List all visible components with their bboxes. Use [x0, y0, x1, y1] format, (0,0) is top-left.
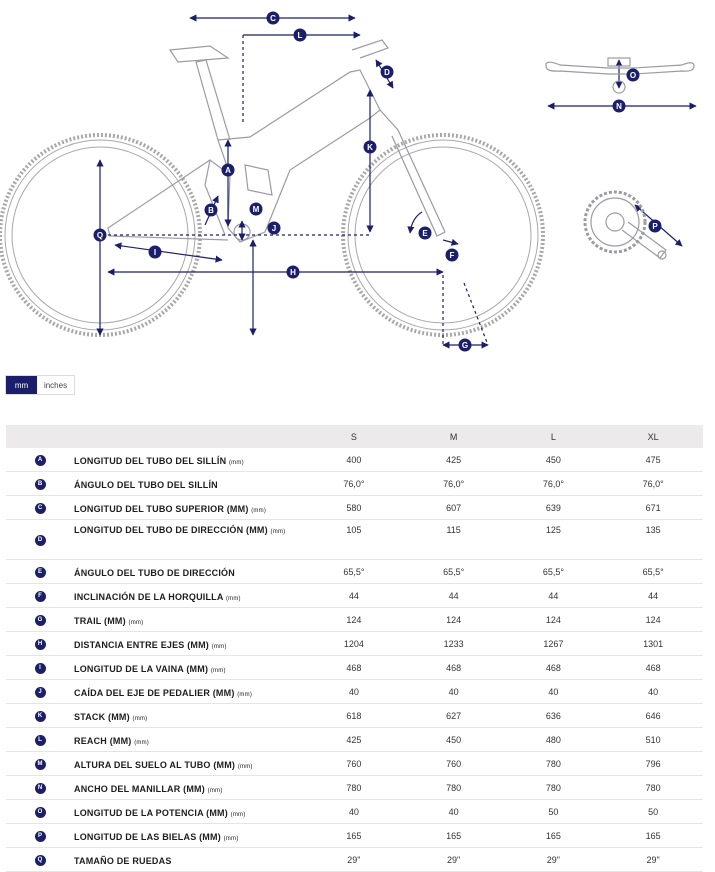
row-label [74, 656, 304, 680]
row-label [74, 704, 304, 728]
value-cell-s: 425 [304, 728, 404, 752]
row-label-text: CAÍDA DEL EJE DE PEDALIER (MM) [74, 687, 235, 698]
row-label [74, 448, 304, 472]
row-marker-badge: C [35, 503, 46, 514]
value-cell-s: 40 [304, 800, 404, 824]
value-cell-l: 468 [504, 656, 604, 680]
row-marker-badge: E [35, 567, 46, 578]
value-cell-s: 105 [304, 520, 404, 560]
row-marker-cell [6, 656, 74, 680]
row-label-text: LONGITUD DEL TUBO SUPERIOR (MM) [74, 503, 249, 514]
value-cell-xl: 1301 [603, 632, 703, 656]
value-cell-s: 400 [304, 448, 404, 472]
row-marker-badge: H [35, 639, 46, 650]
svg-text:L: L [297, 31, 303, 40]
svg-text:P: P [652, 222, 658, 231]
table-row [6, 632, 703, 656]
row-marker-cell [6, 704, 74, 728]
marker-i [149, 246, 162, 259]
row-label-text: DISTANCIA ENTRE EJES (MM) [74, 639, 210, 650]
value-cell-xl: 671 [603, 496, 703, 520]
value-cell-s: 580 [304, 496, 404, 520]
marker-p [649, 220, 662, 233]
row-label [74, 776, 304, 800]
marker-d [381, 66, 394, 79]
row-label [74, 632, 304, 656]
table-row [6, 496, 703, 520]
value-cell-xl: 124 [603, 608, 703, 632]
row-label-text: STACK (MM) [74, 711, 130, 722]
value-cell-l: 480 [504, 728, 604, 752]
value-cell-l: 76,0° [504, 472, 604, 496]
value-cell-m: 44 [404, 584, 504, 608]
value-cell-s: 760 [304, 752, 404, 776]
row-unit: (mm) [128, 619, 144, 626]
value-cell-s: 40 [304, 680, 404, 704]
value-cell-s: 780 [304, 776, 404, 800]
table-header-row [6, 425, 703, 448]
value-cell-l: 65,5° [504, 560, 604, 584]
value-cell-m: 450 [404, 728, 504, 752]
table-row [6, 472, 703, 496]
value-cell-s: 29" [304, 848, 404, 872]
svg-text:D: D [384, 68, 390, 77]
label-column-header [74, 425, 304, 448]
value-cell-l: 450 [504, 448, 604, 472]
svg-text:O: O [629, 71, 637, 80]
value-cell-xl: 135 [603, 520, 703, 560]
table-row [6, 728, 703, 752]
value-cell-l: 780 [504, 752, 604, 776]
row-label-text: TAMAÑO DE RUEDAS [74, 855, 172, 866]
row-label-text: LONGITUD DE LA VAINA (MM) [74, 663, 209, 674]
value-cell-xl: 510 [603, 728, 703, 752]
table-row [6, 776, 703, 800]
row-label-text: ÁNGULO DEL TUBO DEL SILLÍN [74, 479, 218, 490]
row-label-text: LONGITUD DEL TUBO DEL SILLÍN [74, 455, 227, 466]
geometry-table-body [6, 448, 703, 872]
value-cell-l: 1267 [504, 632, 604, 656]
row-unit: (mm) [207, 787, 223, 794]
row-marker-cell [6, 496, 74, 520]
table-row [6, 680, 703, 704]
row-marker-cell [6, 448, 74, 472]
row-marker-badge: O [35, 807, 46, 818]
marker-a [222, 164, 235, 177]
row-label-text: REACH (MM) [74, 735, 132, 746]
svg-text:K: K [367, 143, 373, 152]
row-marker-badge: K [35, 711, 46, 722]
value-cell-m: 780 [404, 776, 504, 800]
table-row [6, 520, 703, 560]
marker-q [94, 229, 107, 242]
value-cell-m: 76,0° [404, 472, 504, 496]
row-unit: (mm) [270, 529, 286, 535]
marker-k [364, 141, 377, 154]
row-label [74, 752, 304, 776]
value-cell-xl: 40 [603, 680, 703, 704]
row-label [74, 800, 304, 824]
row-label [74, 824, 304, 848]
value-cell-m: 760 [404, 752, 504, 776]
value-cell-xl: 780 [603, 776, 703, 800]
value-cell-m: 40 [404, 800, 504, 824]
value-cell-xl: 76,0° [603, 472, 703, 496]
value-cell-m: 627 [404, 704, 504, 728]
row-unit: (mm) [251, 507, 267, 514]
marker-j [268, 222, 281, 235]
row-label [74, 584, 304, 608]
value-cell-m: 115 [404, 520, 504, 560]
table-row [6, 560, 703, 584]
row-marker-cell [6, 472, 74, 496]
value-cell-s: 124 [304, 608, 404, 632]
value-cell-l: 40 [504, 680, 604, 704]
row-marker-cell [6, 776, 74, 800]
value-cell-s: 165 [304, 824, 404, 848]
value-cell-l: 44 [504, 584, 604, 608]
svg-text:J: J [271, 224, 277, 233]
table-row [6, 656, 703, 680]
table-row [6, 848, 703, 872]
row-marker-cell [6, 728, 74, 752]
row-label-text: LONGITUD DEL TUBO DE DIRECCIÓN (MM) [74, 525, 268, 535]
row-unit: (mm) [225, 595, 241, 602]
value-cell-m: 607 [404, 496, 504, 520]
row-label-text: LONGITUD DE LAS BIELAS (MM) [74, 831, 221, 842]
marker-e [419, 227, 432, 240]
handlebar-inset [546, 58, 694, 93]
value-cell-xl: 468 [603, 656, 703, 680]
row-marker-badge: J [35, 687, 46, 698]
row-marker-badge: B [35, 479, 46, 490]
row-marker-cell [6, 680, 74, 704]
row-label [74, 680, 304, 704]
marker-n [613, 100, 626, 113]
value-cell-s: 1204 [304, 632, 404, 656]
row-marker-badge: D [35, 535, 46, 546]
value-cell-s: 44 [304, 584, 404, 608]
marker-column-header [6, 425, 74, 448]
table-row [6, 448, 703, 472]
value-cell-s: 76,0° [304, 472, 404, 496]
row-unit: (mm) [210, 667, 226, 674]
value-cell-m: 65,5° [404, 560, 504, 584]
row-marker-cell [6, 824, 74, 848]
size-header-m: M [404, 425, 504, 448]
value-cell-l: 124 [504, 608, 604, 632]
row-marker-cell [6, 848, 74, 872]
value-cell-l: 165 [504, 824, 604, 848]
marker-o [627, 69, 640, 82]
unit-mm-option[interactable]: mm [6, 376, 37, 394]
unit-inches-option[interactable]: inches [43, 380, 68, 390]
table-row [6, 752, 703, 776]
value-cell-xl: 29" [603, 848, 703, 872]
row-marker-badge: Q [35, 855, 46, 866]
value-cell-m: 468 [404, 656, 504, 680]
value-cell-m: 165 [404, 824, 504, 848]
svg-text:N: N [616, 102, 622, 111]
row-label-text: ANCHO DEL MANILLAR (MM) [74, 783, 205, 794]
row-label-text: LONGITUD DE LA POTENCIA (MM) [74, 807, 228, 818]
row-label [74, 608, 304, 632]
value-cell-s: 618 [304, 704, 404, 728]
row-label [74, 560, 304, 584]
row-marker-cell [6, 520, 74, 560]
marker-l [294, 29, 307, 42]
row-label-text: TRAIL (MM) [74, 615, 126, 626]
unit-toggle [5, 375, 75, 395]
row-marker-badge: P [35, 831, 46, 842]
svg-text:Q: Q [96, 231, 104, 240]
value-cell-l: 125 [504, 520, 604, 560]
dimension-lines [100, 18, 696, 345]
bike-geometry-diagram [0, 0, 715, 360]
row-marker-badge: A [35, 455, 46, 466]
row-unit: (mm) [228, 459, 244, 466]
table-row [6, 608, 703, 632]
table-row [6, 704, 703, 728]
value-cell-s: 65,5° [304, 560, 404, 584]
value-cell-xl: 165 [603, 824, 703, 848]
size-header-xl: XL [603, 425, 703, 448]
row-unit: (mm) [237, 691, 253, 698]
row-label [74, 728, 304, 752]
value-cell-xl: 475 [603, 448, 703, 472]
value-cell-l: 29" [504, 848, 604, 872]
value-cell-xl: 50 [603, 800, 703, 824]
row-marker-cell [6, 752, 74, 776]
row-label [74, 848, 304, 872]
value-cell-xl: 65,5° [603, 560, 703, 584]
value-cell-l: 50 [504, 800, 604, 824]
row-unit: (mm) [211, 643, 227, 650]
value-cell-m: 1233 [404, 632, 504, 656]
row-marker-badge: N [35, 783, 46, 794]
row-marker-badge: L [35, 735, 46, 746]
row-unit: (mm) [223, 835, 239, 842]
row-marker-badge: G [35, 615, 46, 626]
svg-text:A: A [225, 166, 231, 175]
row-unit: (mm) [132, 715, 148, 722]
value-cell-l: 639 [504, 496, 604, 520]
marker-g [459, 339, 472, 352]
row-unit: (mm) [230, 811, 246, 818]
value-cell-m: 29" [404, 848, 504, 872]
marker-m [250, 203, 263, 216]
svg-text:M: M [252, 205, 260, 214]
row-label [74, 472, 304, 496]
value-cell-xl: 44 [603, 584, 703, 608]
row-marker-cell [6, 632, 74, 656]
row-unit: (mm) [134, 739, 149, 746]
svg-text:G: G [461, 341, 469, 350]
row-marker-badge: M [35, 759, 46, 770]
size-header-s: S [304, 425, 404, 448]
svg-text:H: H [290, 268, 296, 277]
geometry-table [6, 425, 703, 872]
value-cell-l: 780 [504, 776, 604, 800]
row-label-text: ÁNGULO DEL TUBO DE DIRECCIÓN [74, 567, 235, 578]
row-marker-badge: I [35, 663, 46, 674]
row-marker-cell [6, 608, 74, 632]
row-label [74, 520, 304, 560]
svg-text:I: I [153, 248, 157, 257]
row-label [74, 496, 304, 520]
value-cell-m: 425 [404, 448, 504, 472]
table-row [6, 800, 703, 824]
marker-h [287, 266, 300, 279]
value-cell-m: 124 [404, 608, 504, 632]
value-cell-s: 468 [304, 656, 404, 680]
svg-text:C: C [270, 14, 276, 23]
row-label-text: ALTURA DEL SUELO AL TUBO (MM) [74, 759, 236, 770]
value-cell-xl: 646 [603, 704, 703, 728]
row-marker-cell [6, 800, 74, 824]
row-unit: (mm) [237, 763, 253, 770]
svg-text:B: B [208, 206, 214, 215]
marker-c [267, 12, 280, 25]
svg-text:F: F [449, 251, 455, 260]
marker-b [205, 204, 218, 217]
row-label-text: INCLINACIÓN DE LA HORQUILLA [74, 591, 224, 602]
size-header-l: L [504, 425, 604, 448]
row-marker-badge: F [35, 591, 46, 602]
marker-f [446, 249, 459, 262]
row-marker-cell [6, 584, 74, 608]
value-cell-m: 40 [404, 680, 504, 704]
bike-frame [108, 40, 445, 242]
table-row [6, 584, 703, 608]
value-cell-xl: 796 [603, 752, 703, 776]
value-cell-l: 636 [504, 704, 604, 728]
row-marker-cell [6, 560, 74, 584]
svg-text:E: E [422, 229, 428, 238]
table-row [6, 824, 703, 848]
